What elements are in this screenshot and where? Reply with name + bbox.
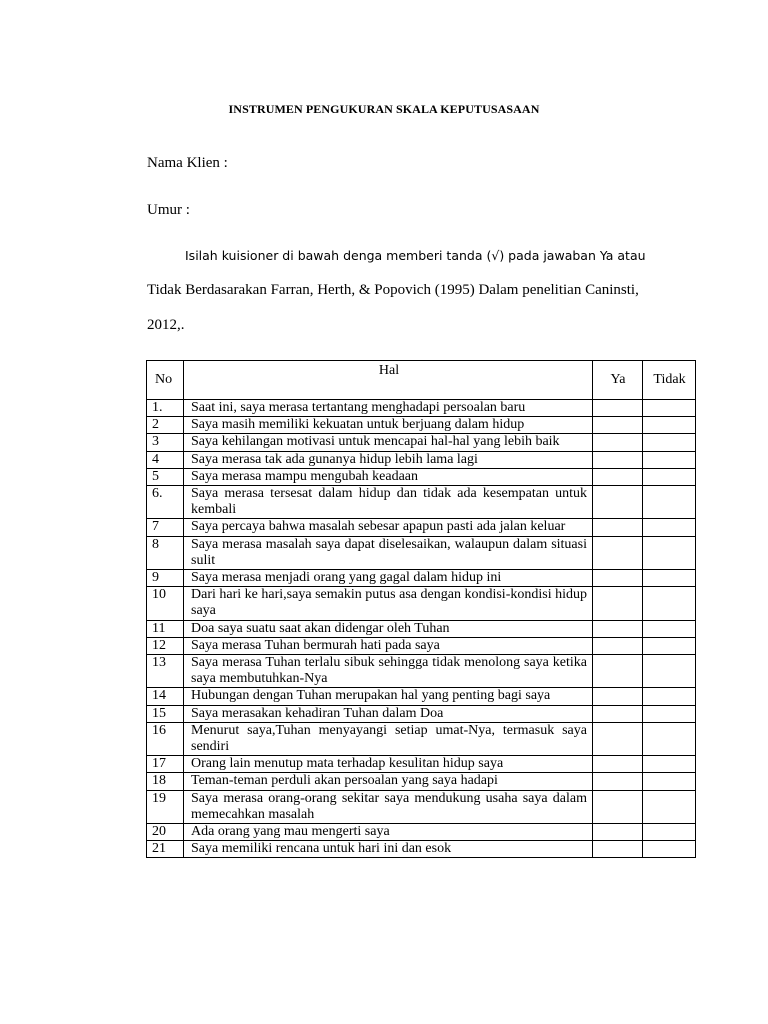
table-row	[147, 434, 696, 451]
row-number: 19	[147, 790, 184, 823]
table-row	[147, 688, 696, 705]
row-number: 15	[147, 705, 184, 722]
answer-ya-cell[interactable]	[593, 468, 643, 485]
row-statement: Saat ini, saya merasa tertantang menghadapi persoalan baru	[184, 400, 593, 417]
answer-tidak-cell[interactable]	[643, 637, 696, 654]
row-statement: Saya merasa orang-orang sekitar saya mendukung usaha saya dalam memecahkan masalah	[184, 790, 593, 823]
row-statement: Saya merasa mampu mengubah keadaan	[184, 468, 593, 485]
answer-ya-cell[interactable]	[593, 451, 643, 468]
answer-ya-cell[interactable]	[593, 705, 643, 722]
row-number: 16	[147, 722, 184, 755]
row-statement: Saya percaya bahwa masalah sebesar apapun pasti ada jalan keluar	[184, 519, 593, 536]
table-row	[147, 536, 696, 569]
instruction-line-3: 2012,.	[147, 317, 185, 333]
answer-ya-cell[interactable]	[593, 486, 643, 519]
answer-tidak-cell[interactable]	[643, 486, 696, 519]
row-statement: Saya merasakan kehadiran Tuhan dalam Doa	[184, 705, 593, 722]
table-row	[147, 400, 696, 417]
answer-ya-cell[interactable]	[593, 790, 643, 823]
header-tidak: Tidak	[643, 361, 696, 400]
row-statement: Ada orang yang mau mengerti saya	[184, 824, 593, 841]
header-ya: Ya	[593, 361, 643, 400]
row-statement: Hubungan dengan Tuhan merupakan hal yang penting bagi saya	[184, 688, 593, 705]
row-statement: Saya merasa tak ada gunanya hidup lebih lama lagi	[184, 451, 593, 468]
table-row	[147, 637, 696, 654]
row-statement: Saya merasa menjadi orang yang gagal dalam hidup ini	[184, 570, 593, 587]
answer-ya-cell[interactable]	[593, 536, 643, 569]
answer-ya-cell[interactable]	[593, 756, 643, 773]
row-number: 2	[147, 417, 184, 434]
row-number: 17	[147, 756, 184, 773]
answer-ya-cell[interactable]	[593, 655, 643, 688]
table-row	[147, 570, 696, 587]
answer-ya-cell[interactable]	[593, 434, 643, 451]
answer-tidak-cell[interactable]	[643, 468, 696, 485]
row-statement: Saya masih memiliki kekuatan untuk berjuang dalam hidup	[184, 417, 593, 434]
row-number: 12	[147, 637, 184, 654]
answer-ya-cell[interactable]	[593, 722, 643, 755]
row-statement: Menurut saya,Tuhan menyayangi setiap umat-Nya, termasuk saya sendiri	[184, 722, 593, 755]
answer-tidak-cell[interactable]	[643, 620, 696, 637]
document-title: INSTRUMEN PENGUKURAN SKALA KEPUTUSASAAN	[228, 102, 540, 116]
table-row	[147, 486, 696, 519]
answer-ya-cell[interactable]	[593, 637, 643, 654]
answer-tidak-cell[interactable]	[643, 705, 696, 722]
questionnaire-table	[146, 360, 696, 858]
answer-ya-cell[interactable]	[593, 417, 643, 434]
answer-tidak-cell[interactable]	[643, 841, 696, 858]
row-number: 3	[147, 434, 184, 451]
answer-tidak-cell[interactable]	[643, 587, 696, 620]
answer-ya-cell[interactable]	[593, 824, 643, 841]
row-statement: Doa saya suatu saat akan didengar oleh Tuhan	[184, 620, 593, 637]
answer-tidak-cell[interactable]	[643, 417, 696, 434]
row-statement: Saya memiliki rencana untuk hari ini dan esok	[184, 841, 593, 858]
table-row	[147, 417, 696, 434]
age-field: Umur :	[147, 202, 190, 218]
answer-tidak-cell[interactable]	[643, 824, 696, 841]
row-number: 13	[147, 655, 184, 688]
answer-tidak-cell[interactable]	[643, 655, 696, 688]
answer-tidak-cell[interactable]	[643, 790, 696, 823]
answer-ya-cell[interactable]	[593, 400, 643, 417]
row-number: 21	[147, 841, 184, 858]
answer-ya-cell[interactable]	[593, 587, 643, 620]
answer-tidak-cell[interactable]	[643, 434, 696, 451]
answer-ya-cell[interactable]	[593, 519, 643, 536]
row-number: 18	[147, 773, 184, 790]
row-number: 5	[147, 468, 184, 485]
table-row	[147, 756, 696, 773]
answer-tidak-cell[interactable]	[643, 722, 696, 755]
answer-tidak-cell[interactable]	[643, 773, 696, 790]
answer-tidak-cell[interactable]	[643, 756, 696, 773]
table-row	[147, 519, 696, 536]
row-statement: Saya merasa masalah saya dapat diselesaikan, walaupun dalam situasi sulit	[184, 536, 593, 569]
answer-tidak-cell[interactable]	[643, 688, 696, 705]
row-number: 9	[147, 570, 184, 587]
answer-tidak-cell[interactable]	[643, 451, 696, 468]
row-statement: Saya merasa Tuhan terlalu sibuk sehingga tidak menolong saya ketika saya membutuhkan-Nya	[184, 655, 593, 688]
row-number: 4	[147, 451, 184, 468]
row-number: 14	[147, 688, 184, 705]
row-number: 8	[147, 536, 184, 569]
table-row	[147, 705, 696, 722]
table-row	[147, 841, 696, 858]
table-row	[147, 824, 696, 841]
row-statement: Saya merasa Tuhan bermurah hati pada saya	[184, 637, 593, 654]
client-name-field: Nama Klien :	[147, 155, 228, 171]
row-statement: Teman-teman perduli akan persoalan yang saya hadapi	[184, 773, 593, 790]
table-row	[147, 620, 696, 637]
table-row	[147, 451, 696, 468]
row-statement: Dari hari ke hari,saya semakin putus asa dengan kondisi-kondisi hidup saya	[184, 587, 593, 620]
table-row	[147, 773, 696, 790]
answer-tidak-cell[interactable]	[643, 519, 696, 536]
header-no: No	[147, 361, 184, 400]
row-number: 10	[147, 587, 184, 620]
table-row	[147, 655, 696, 688]
header-hal: Hal	[184, 361, 593, 400]
answer-ya-cell[interactable]	[593, 570, 643, 587]
row-number: 6.	[147, 486, 184, 519]
table-row	[147, 790, 696, 823]
instruction-line-2: Tidak Berdasarakan Farran, Herth, & Popovich (1995) Dalam penelitian Caninsti,	[147, 282, 639, 298]
row-number: 20	[147, 824, 184, 841]
table-row	[147, 468, 696, 485]
row-number: 7	[147, 519, 184, 536]
row-number: 11	[147, 620, 184, 637]
row-statement: Saya merasa tersesat dalam hidup dan tidak ada kesempatan untuk kembali	[184, 486, 593, 519]
instruction-line-1: Isilah kuisioner di bawah denga memberi tanda (√) pada jawaban Ya atau	[185, 248, 646, 263]
answer-ya-cell[interactable]	[593, 688, 643, 705]
table-header-row	[147, 361, 696, 400]
answer-ya-cell[interactable]	[593, 773, 643, 790]
answer-ya-cell[interactable]	[593, 620, 643, 637]
row-number: 1.	[147, 400, 184, 417]
row-statement: Saya kehilangan motivasi untuk mencapai hal-hal yang lebih baik	[184, 434, 593, 451]
answer-tidak-cell[interactable]	[643, 570, 696, 587]
table-row	[147, 587, 696, 620]
answer-ya-cell[interactable]	[593, 841, 643, 858]
table-row	[147, 722, 696, 755]
answer-tidak-cell[interactable]	[643, 400, 696, 417]
answer-tidak-cell[interactable]	[643, 536, 696, 569]
row-statement: Orang lain menutup mata terhadap kesulitan hidup saya	[184, 756, 593, 773]
